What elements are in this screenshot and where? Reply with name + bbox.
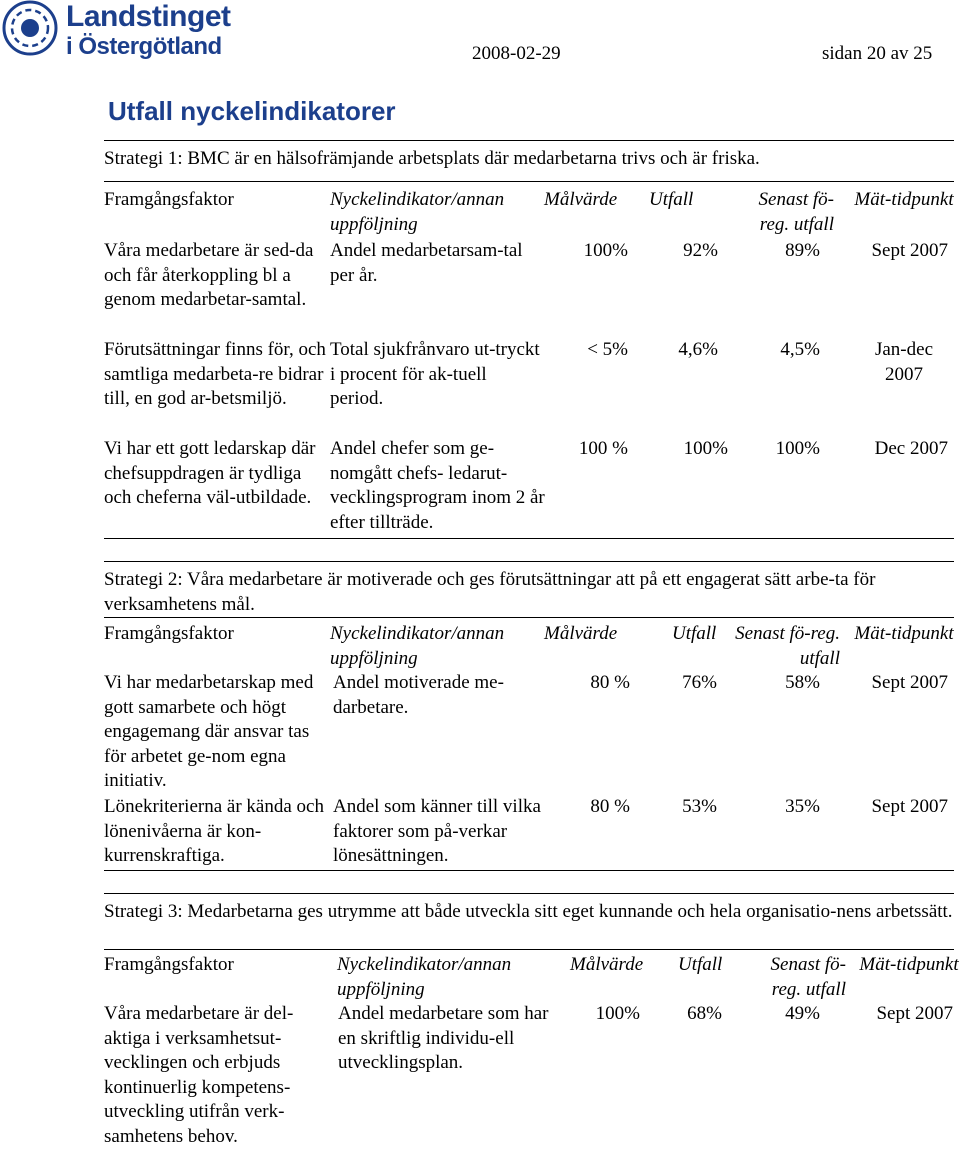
row-previous: 100%: [775, 438, 820, 459]
row-outcome: 68%: [687, 1003, 722, 1024]
header-time: Mät-tidpunkt: [859, 954, 959, 975]
divider: [104, 870, 954, 871]
header-time: Mät-tidpunkt: [854, 189, 954, 210]
header-factor: Framgångsfaktor: [104, 623, 234, 644]
row-target: 80 %: [590, 672, 630, 693]
header-target: Målvärde: [544, 189, 618, 210]
row-outcome: 4,6%: [678, 339, 718, 360]
header-date: 2008-02-29: [472, 43, 561, 64]
row-indicator: Andel medarbetare som har en skriftlig individu-ell utvecklingsplan.: [338, 1003, 549, 1074]
divider: [104, 140, 954, 141]
header-factor: Framgångsfaktor: [104, 189, 234, 210]
row-indicator: Andel motiverade me-darbetare.: [333, 672, 504, 718]
row-factor: Våra medarbetare är del-aktiga i verksamhetsut-vecklingen och erbjuds kontinuerlig kompetens-utveckling utifrån verk-samhetens behov.: [104, 1003, 294, 1147]
row-target: 100 %: [578, 438, 628, 459]
row-indicator: Total sjukfrånvaro ut-tryckt i procent för ak-tuell period.: [330, 339, 540, 410]
header-indicator: Nyckelindikator/annan uppföljning: [337, 954, 512, 1000]
logo-emblem-icon: [0, 0, 62, 60]
row-previous: 89%: [785, 240, 820, 261]
divider: [104, 949, 954, 950]
divider: [104, 893, 954, 894]
row-previous: 49%: [785, 1003, 820, 1024]
strategy-3-text: [104, 899, 954, 924]
row-outcome: 100%: [683, 438, 728, 459]
page-title: Utfall nyckelindikatorer: [108, 96, 396, 126]
row-outcome: 76%: [682, 672, 717, 693]
row-indicator: Andel medarbetarsam-tal per år.: [330, 240, 523, 286]
row-outcome: 53%: [682, 796, 717, 817]
header-factor: Framgångsfaktor: [104, 954, 234, 975]
strategy-2-description: Strategi 2: Våra medarbetare är motiverade och ges förutsättningar att på ett engagerat sätt arbe-ta för verksamhetens mål.: [104, 569, 876, 615]
row-factor: Lönekriterierna är kända och lönenivåerna är kon-kurrenskraftiga.: [104, 796, 324, 867]
row-indicator: Andel chefer som ge-nomgått chefs- ledarut-vecklingsprogram inom 2 år efter tillträde.: [330, 438, 545, 533]
row-time: Sept 2007: [876, 1003, 953, 1024]
header-outcome: Utfall: [678, 954, 723, 975]
divider: [104, 181, 954, 182]
header-previous: Senast fö-reg. utfall: [758, 189, 834, 235]
strategy-3-description: Strategi 3: Medarbetarna ges utrymme att både utveckla sitt eget kunnande och hela organisatio-nens arbetssätt.: [104, 901, 953, 922]
row-factor: Vi har ett gott ledarskap där chefsuppdragen är tydliga och cheferna väl-utbildade.: [104, 438, 316, 509]
row-time: Jan-dec 2007: [874, 339, 934, 385]
header-time: Mät-tidpunkt: [854, 623, 954, 644]
divider: [104, 561, 954, 562]
row-factor: Förutsättningar finns för, och samtliga medarbeta-re bidrar till, en god ar-betsmiljö.: [104, 339, 326, 410]
row-target: 80 %: [590, 796, 630, 817]
header-outcome: Utfall: [649, 189, 694, 210]
row-target: < 5%: [587, 339, 628, 360]
logo-line1: Landstinget: [66, 0, 231, 33]
row-outcome: 92%: [683, 240, 718, 261]
header-indicator: Nyckelindikator/annan uppföljning: [330, 623, 505, 669]
row-time: Sept 2007: [871, 240, 948, 261]
row-previous: 58%: [785, 672, 820, 693]
logo-line2: i Östergötland: [66, 33, 222, 60]
row-previous: 4,5%: [780, 339, 820, 360]
header-outcome: Utfall: [672, 623, 717, 644]
divider: [104, 538, 954, 539]
row-target: 100%: [595, 1003, 640, 1024]
row-time: Sept 2007: [871, 796, 948, 817]
header-indicator: Nyckelindikator/annan uppföljning: [330, 189, 505, 235]
row-time: Dec 2007: [874, 438, 948, 459]
strategy-1-description: Strategi 1: BMC är en hälsofrämjande arbetsplats där medarbetarna trivs och är friska.: [104, 148, 760, 169]
row-factor: Vi har medarbetarskap med gott samarbete och högt engagemang där ansvar tas för arbetet ge-nom egna initiativ.: [104, 672, 314, 792]
row-previous: 35%: [785, 796, 820, 817]
strategy-2-text: [104, 567, 954, 617]
divider: [104, 617, 954, 618]
strategy-1-text: [104, 146, 954, 171]
row-target: 100%: [583, 240, 628, 261]
header-previous: Senast fö-reg. utfall: [770, 954, 846, 1000]
landstinget-logo: [0, 0, 260, 70]
header-target: Målvärde: [570, 954, 644, 975]
header-target: Målvärde: [544, 623, 618, 644]
row-time: Sept 2007: [871, 672, 948, 693]
header-previous: Senast fö-reg. utfall: [735, 623, 840, 669]
row-indicator: Andel som känner till vilka faktorer som på-verkar lönesättningen.: [333, 796, 541, 867]
row-factor: Våra medarbetare är sed-da och får återkoppling bl a genom medarbetar-samtal.: [104, 240, 314, 311]
header-page-number: sidan 20 av 25: [822, 43, 933, 64]
